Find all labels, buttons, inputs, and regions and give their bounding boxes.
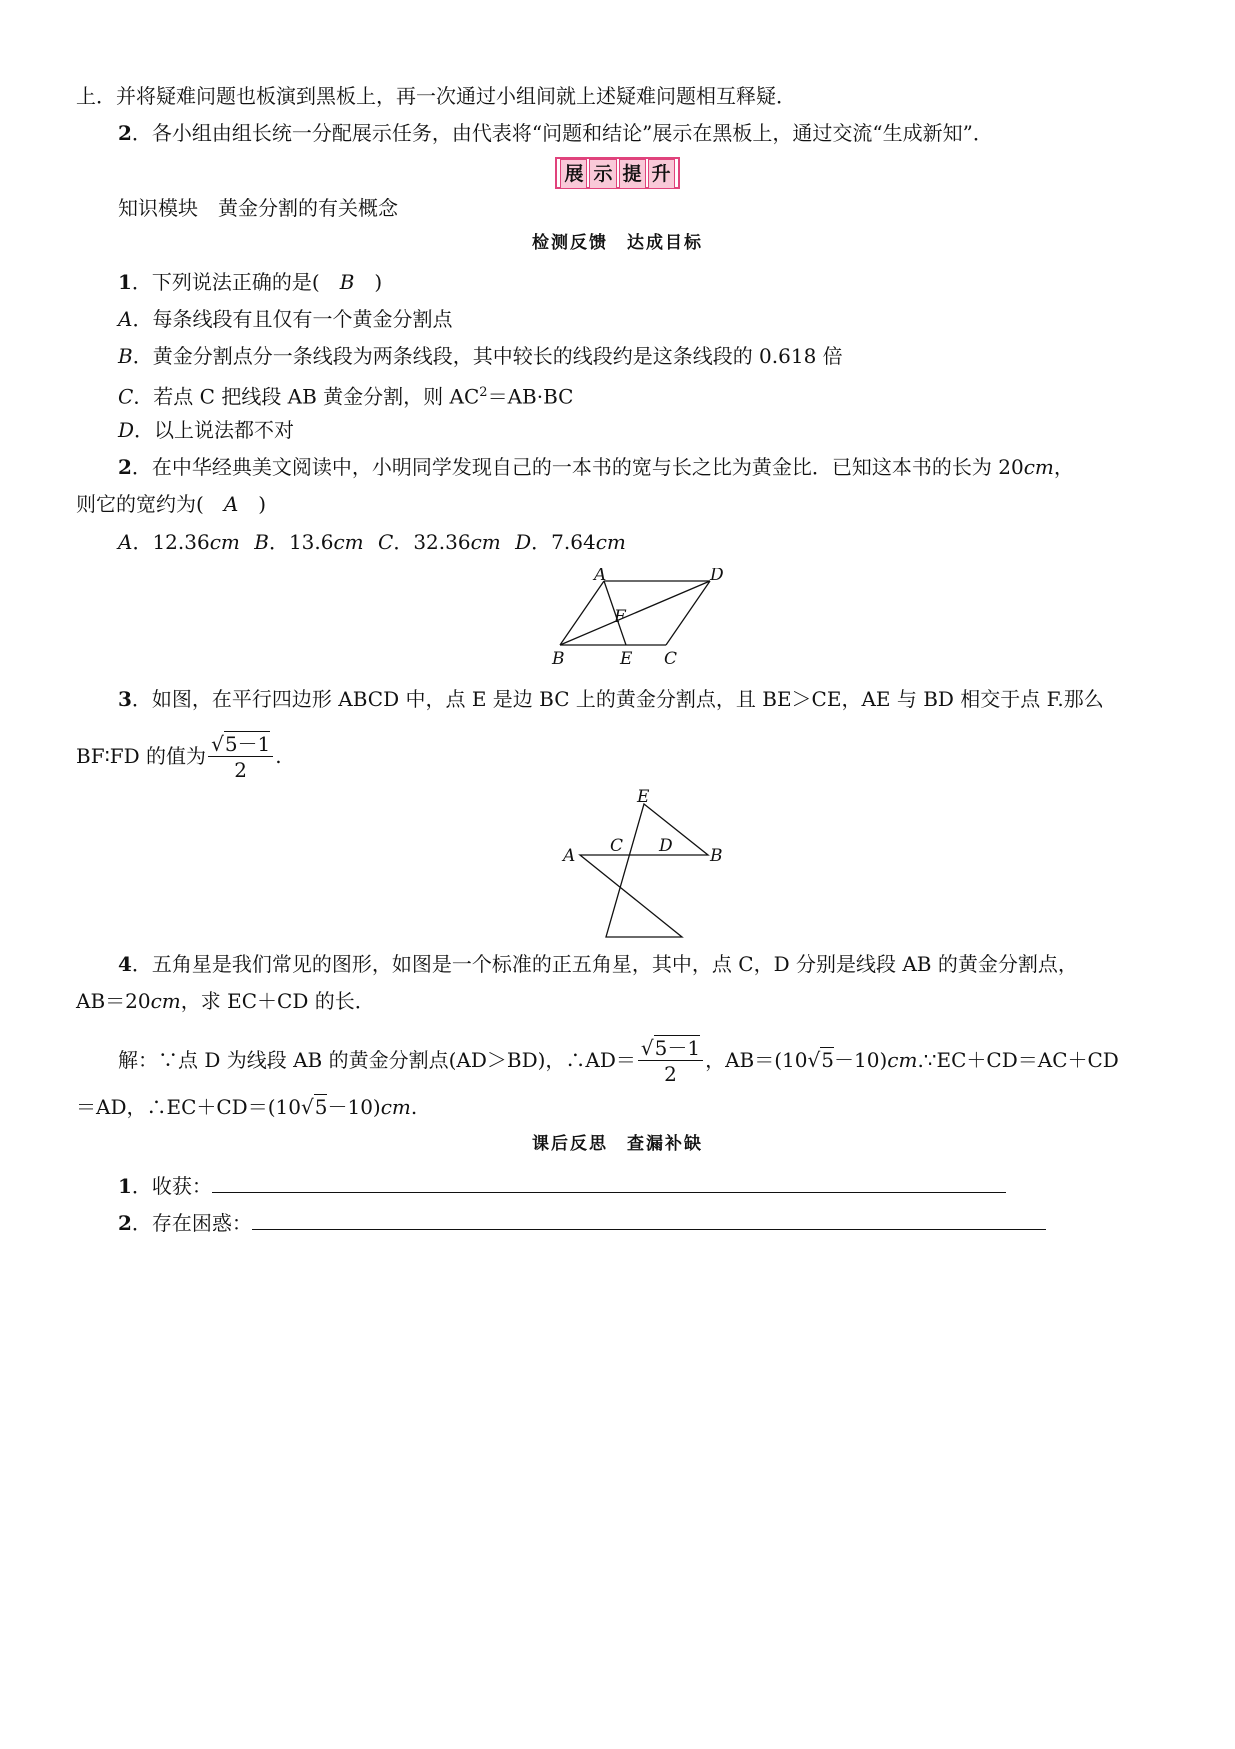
question-3-line-2	[76, 726, 282, 786]
option-letter: B	[118, 344, 133, 368]
question-4-line-1	[118, 950, 1078, 978]
radicand: 5	[314, 1095, 328, 1119]
punct: .	[275, 744, 282, 768]
unit: cm	[333, 530, 364, 554]
solution-text: 解：∵点 D 为线段 AB 的黄金分割点(AD＞BD)，∴AD＝	[118, 1048, 636, 1072]
intro-item-text: ．各小组由组长统一分配展示任务，由代表将“问题和结论”展示在黑板上，通过交流“生成新知”．	[131, 121, 993, 145]
unit: cm	[1023, 455, 1054, 479]
solution-text: ，AB＝(10	[705, 1048, 808, 1072]
badge-char-1: 展	[560, 159, 587, 189]
label-d: D	[659, 836, 673, 856]
question-2-text-2: 则它的宽约为(	[76, 492, 224, 516]
label-c: C	[664, 649, 678, 669]
solution-line-2	[76, 1093, 417, 1121]
unit: cm	[470, 530, 501, 554]
question-4-number: 4	[118, 952, 132, 976]
pentagram	[580, 804, 708, 937]
question-2-number: 2	[118, 455, 132, 479]
unit: cm	[595, 530, 626, 554]
unit: cm	[150, 989, 181, 1013]
section-badge	[555, 157, 679, 189]
subheading-reflection: 课后反思 查漏补缺	[532, 1134, 703, 1154]
sqrt: √5	[300, 1095, 328, 1119]
question-4-text-3: ，求 EC＋CD 的长．	[180, 989, 375, 1013]
badge-char-3: 提	[619, 159, 646, 189]
reflection-gain	[118, 1170, 1006, 1200]
question-2-line-1	[118, 453, 1074, 481]
label-b: B	[710, 846, 723, 866]
badge-char-2: 示	[589, 159, 616, 189]
solution-text: ＝AD，∴EC＋CD＝(10	[76, 1095, 301, 1119]
solution-line-1	[118, 1030, 1119, 1090]
intro-line-2	[118, 119, 993, 147]
unit: cm	[887, 1048, 918, 1072]
question-2-answer: A	[223, 492, 239, 516]
module-title: 知识模块 黄金分割的有关概念	[118, 196, 398, 220]
q1-option-d	[118, 416, 294, 444]
option-value: ．32.36	[393, 530, 471, 554]
label-a: A	[563, 846, 576, 866]
option-text: ．以上说法都不对	[134, 418, 295, 442]
label-f: F	[614, 607, 626, 627]
sqrt: √5－1	[211, 732, 271, 756]
parallelogram-figure	[550, 568, 730, 672]
unit: cm	[209, 530, 240, 554]
radicand: 5	[821, 1048, 834, 1072]
section-badge-row	[0, 157, 1235, 189]
label-e: E	[620, 649, 633, 669]
question-4-line-2	[76, 987, 375, 1015]
fraction	[208, 732, 273, 783]
gain-answer-line[interactable]	[212, 1170, 1006, 1193]
q1-option-a	[118, 305, 452, 333]
question-1-answer: B	[339, 270, 355, 294]
q1-option-c	[118, 379, 573, 411]
pentagram-figure	[555, 786, 735, 946]
label-b: B	[552, 649, 565, 669]
fraction-numerator: 5－1	[224, 732, 271, 756]
question-1-close: )	[354, 270, 383, 294]
option-text: ．若点 C 把线段 AB 黄金分割，则 AC	[133, 384, 480, 409]
reflection-label: ．收获：	[131, 1174, 212, 1198]
option-value: ．7.64	[531, 530, 596, 554]
question-1-text: ．下列说法正确的是(	[131, 270, 340, 294]
reflection-label: ．存在困惑：	[131, 1211, 252, 1235]
label-e: E	[637, 787, 650, 807]
punct: .	[410, 1095, 418, 1119]
reflection-number: 1	[118, 1174, 132, 1198]
fraction-denominator: 2	[664, 1062, 677, 1086]
option-value: ．12.36	[132, 530, 210, 554]
unit: cm	[380, 1095, 411, 1119]
question-4-text-2: AB＝20	[76, 989, 151, 1013]
question-4-text: ．五角星是我们常见的图形，如图是一个标准的正五角星，其中，点 C，D 分别是线段 AB 的黄金分割点，	[131, 952, 1078, 976]
label-a: A	[594, 568, 607, 585]
option-value: ．13.6	[268, 530, 334, 554]
question-3-number: 3	[118, 687, 132, 711]
punct: ，	[1053, 455, 1074, 479]
reflection-confusion	[118, 1207, 1046, 1237]
q1-option-b	[118, 342, 843, 370]
sqrt: √5	[807, 1048, 834, 1072]
question-3-text-2: BF∶FD 的值为	[76, 744, 207, 768]
question-1-stem	[118, 268, 382, 296]
option-letter: D	[118, 418, 135, 442]
option-letter: C	[118, 384, 134, 409]
intro-line-1: 上．并将疑难问题也板演到黑板上，再一次通过小组间就上述疑难问题相互释疑．	[76, 84, 796, 108]
question-3-line-1	[118, 685, 1104, 713]
solution-text: －10)	[327, 1095, 381, 1119]
option-letter: A	[118, 530, 133, 554]
option-text: ．黄金分割点分一条线段为两条线段，其中较长的线段约是这条线段的 0.618 倍	[132, 344, 843, 368]
fraction-numerator: 5－1	[654, 1036, 701, 1060]
intro-item-number: 2	[118, 121, 132, 145]
solution-text: －10)	[834, 1048, 888, 1072]
option-letter: D	[515, 530, 532, 554]
question-2-line-2	[76, 490, 266, 518]
sqrt: √5－1	[640, 1036, 701, 1060]
question-3-text: ．如图，在平行四边形 ABCD 中，点 E 是边 BC 上的黄金分割点，且 BE＞CE，AE 与 BD 相交于点 F.那么	[131, 687, 1104, 711]
question-1-number: 1	[118, 270, 132, 294]
option-superscript: 2	[479, 385, 488, 400]
subheading-feedback: 检测反馈 达成目标	[532, 233, 703, 253]
option-letter: C	[378, 530, 394, 554]
confusion-answer-line[interactable]	[252, 1207, 1046, 1230]
q2-options	[118, 528, 626, 556]
option-text: ．每条线段有且仅有一个黄金分割点	[132, 307, 453, 331]
question-2-text: ．在中华经典美文阅读中，小明同学发现自己的一本书的宽与长之比为黄金比．已知这本书的长为 20	[131, 455, 1024, 479]
label-c: C	[610, 836, 624, 856]
option-letter: A	[118, 307, 133, 331]
question-2-close: )	[238, 492, 267, 516]
solution-text: .∵EC＋CD＝AC＋CD	[917, 1048, 1119, 1072]
option-letter: B	[254, 530, 269, 554]
label-d: D	[710, 568, 724, 585]
badge-char-4: 升	[648, 159, 675, 189]
reflection-number: 2	[118, 1211, 132, 1235]
fraction-denominator: 2	[234, 758, 248, 782]
fraction	[638, 1036, 703, 1087]
option-text-tail: ＝AB·BC	[487, 384, 574, 409]
